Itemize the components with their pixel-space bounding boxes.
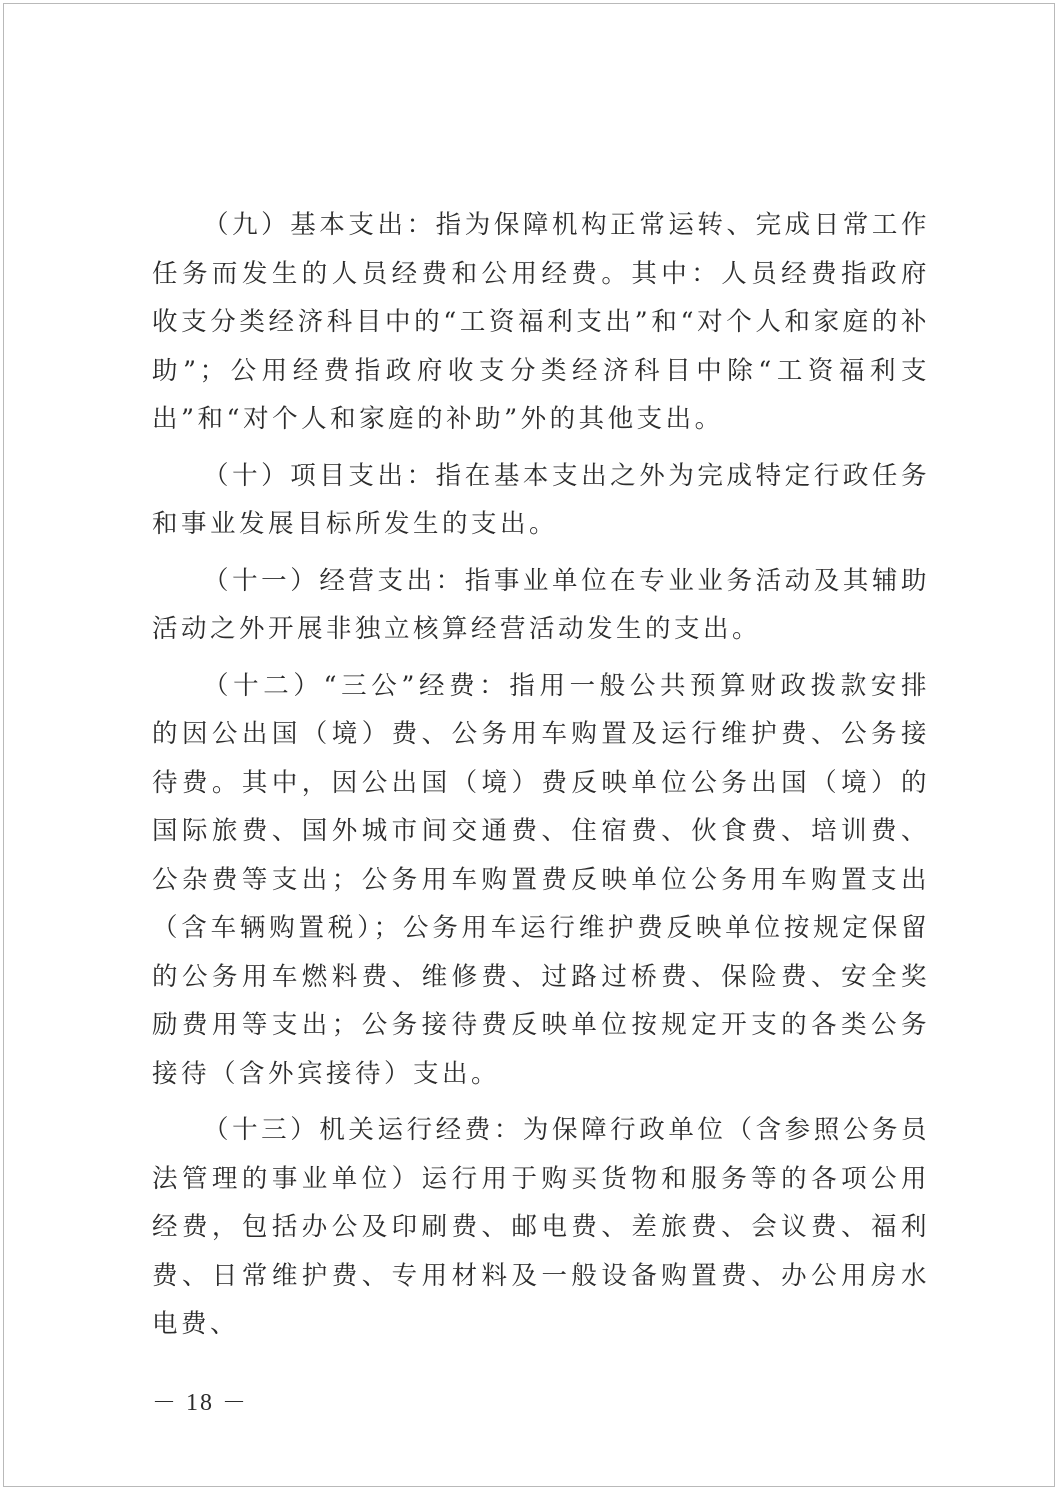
paragraph-agency-operating-expenses: （十三）机关运行经费：为保障行政单位（含参照公务员法管理的事业单位）运行用于购买货物和服务等的各项公用经费，包括办公及印刷费、邮电费、差旅费、会议费、福利费、日常维护费、专用材料及一般设备购置费、办公用房水电费、 (152, 1115, 930, 1339)
paragraph-three-public-expenses: （十二）“三公”经费：指用一般公共预算财政拨款安排的因公出国（境）费、公务用车购置及运行维护费、公务接待费。其中，因公出国（境）费反映单位公务出国（境）的国际旅费、国外城市间交通费、住宿费、伙食费、培训费、公杂费等支出；公务用车购置费反映单位公务用车购置支出（含车辆购置税）；公务用车运行维护费反映单位按规定保留的公务用车燃料费、维修费、过路过桥费、保险费、安全奖励费用等支出；公务接待费反映单位按规定开支的各类公务接待（含外宾接待）支出。 (152, 670, 930, 1089)
page-number: － 18 － (152, 1390, 248, 1416)
document-body (152, 201, 930, 1357)
paragraph-project-expenditure: （十）项目支出：指在基本支出之外为完成特定行政任务和事业发展目标所发生的支出。 (152, 460, 930, 539)
paragraph-operating-expenditure: （十一）经营支出：指事业单位在专业业务活动及其辅助活动之外开展非独立核算经营活动发生的支出。 (152, 565, 930, 644)
paragraph-basic-expenditure: （九）基本支出：指为保障机构正常运转、完成日常工作任务而发生的人员经费和公用经费。其中：人员经费指政府收支分类经济科目中的“工资福利支出”和“对个人和家庭的补助”；公用经费指政府收支分类经济科目中除“工资福利支出”和“对个人和家庭的补助”外的其他支出。 (152, 210, 930, 434)
document-page (3, 3, 1055, 1487)
